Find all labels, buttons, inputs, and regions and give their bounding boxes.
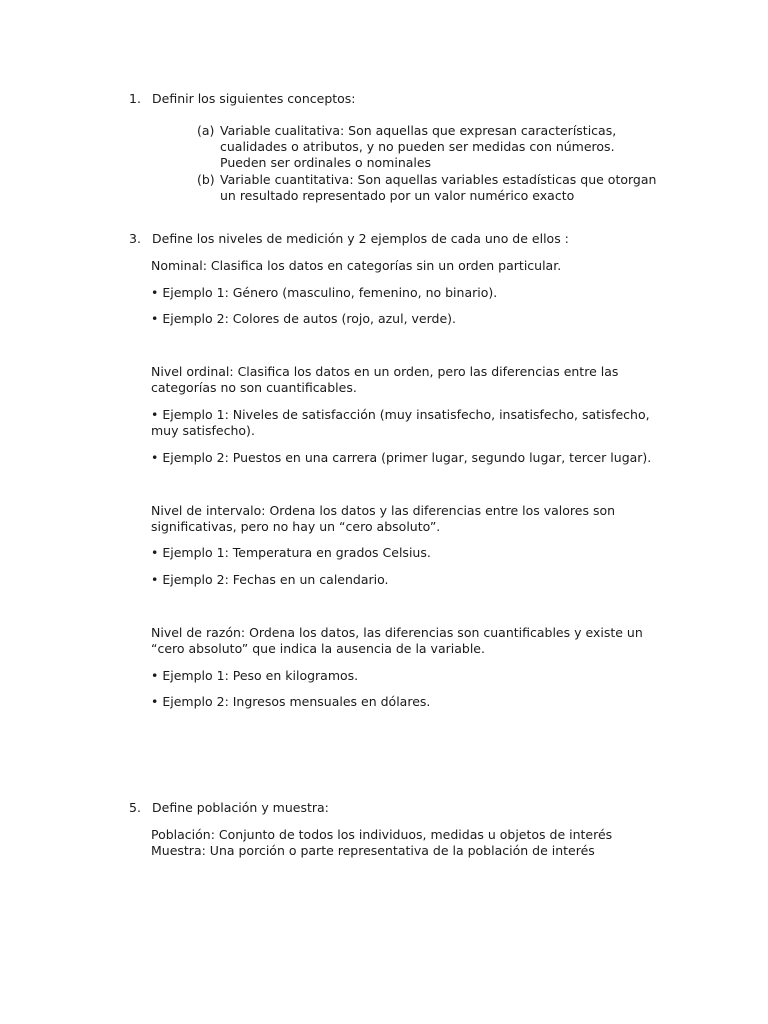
item-b-marker: (b) bbox=[197, 172, 215, 187]
item-a-marker: (a) bbox=[197, 123, 215, 138]
muestra-definition: Muestra: Una porción o parte representativa de la población de interés bbox=[151, 843, 595, 858]
poblacion-definition: Población: Conjunto de todos los individuos, medidas u objetos de interés bbox=[151, 827, 613, 842]
ordinal-example-1-line-1: • Ejemplo 1: Niveles de satisfacción (muy insatisfecho, insatisfecho, satisfecho, bbox=[151, 407, 650, 422]
intervalo-example-1: • Ejemplo 1: Temperatura en grados Celsius. bbox=[151, 545, 431, 560]
question-3-number: 3. bbox=[129, 231, 141, 246]
nominal-example-1: • Ejemplo 1: Género (masculino, femenino, no binario). bbox=[151, 285, 498, 300]
intervalo-definition-line-2: significativas, pero no hay un “cero absoluto”. bbox=[151, 519, 441, 534]
nominal-definition: Nominal: Clasifica los datos en categorías sin un orden particular. bbox=[151, 258, 562, 273]
question-5-number: 5. bbox=[129, 800, 141, 815]
item-b-line-2: un resultado representado por un valor numérico exacto bbox=[220, 188, 575, 203]
ordinal-example-2: • Ejemplo 2: Puestos en una carrera (primer lugar, segundo lugar, tercer lugar). bbox=[151, 450, 652, 465]
ordinal-definition-line-2: categorías no son cuantificables. bbox=[151, 380, 357, 395]
intervalo-example-2: • Ejemplo 2: Fechas en un calendario. bbox=[151, 572, 389, 587]
intervalo-definition-line-1: Nivel de intervalo: Ordena los datos y las diferencias entre los valores son bbox=[151, 503, 616, 518]
question-3-text: Define los niveles de medición y 2 ejemplos de cada uno de ellos : bbox=[152, 231, 569, 246]
item-a-line-3: Pueden ser ordinales o nominales bbox=[220, 155, 432, 170]
razon-definition-line-2: “cero absoluto” que indica la ausencia de la variable. bbox=[151, 641, 485, 656]
ordinal-example-1-line-2: muy satisfecho). bbox=[151, 423, 255, 438]
razon-definition-line-1: Nivel de razón: Ordena los datos, las diferencias son cuantificables y existe un bbox=[151, 625, 643, 640]
item-a-line-1: Variable cualitativa: Son aquellas que expresan características, bbox=[220, 123, 617, 138]
razon-example-2: • Ejemplo 2: Ingresos mensuales en dólares. bbox=[151, 694, 431, 709]
razon-example-1: • Ejemplo 1: Peso en kilogramos. bbox=[151, 668, 359, 683]
item-b-line-1: Variable cuantitativa: Son aquellas variables estadísticas que otorgan bbox=[220, 172, 657, 187]
question-1-number: 1. bbox=[129, 91, 141, 106]
item-a-line-2: cualidades o atributos, y no pueden ser medidas con números. bbox=[220, 139, 615, 154]
question-1-text: Definir los siguientes conceptos: bbox=[152, 91, 356, 106]
ordinal-definition-line-1: Nivel ordinal: Clasifica los datos en un orden, pero las diferencias entre las bbox=[151, 364, 619, 379]
nominal-example-2: • Ejemplo 2: Colores de autos (rojo, azul, verde). bbox=[151, 311, 457, 326]
question-5-text: Define población y muestra: bbox=[152, 800, 329, 815]
